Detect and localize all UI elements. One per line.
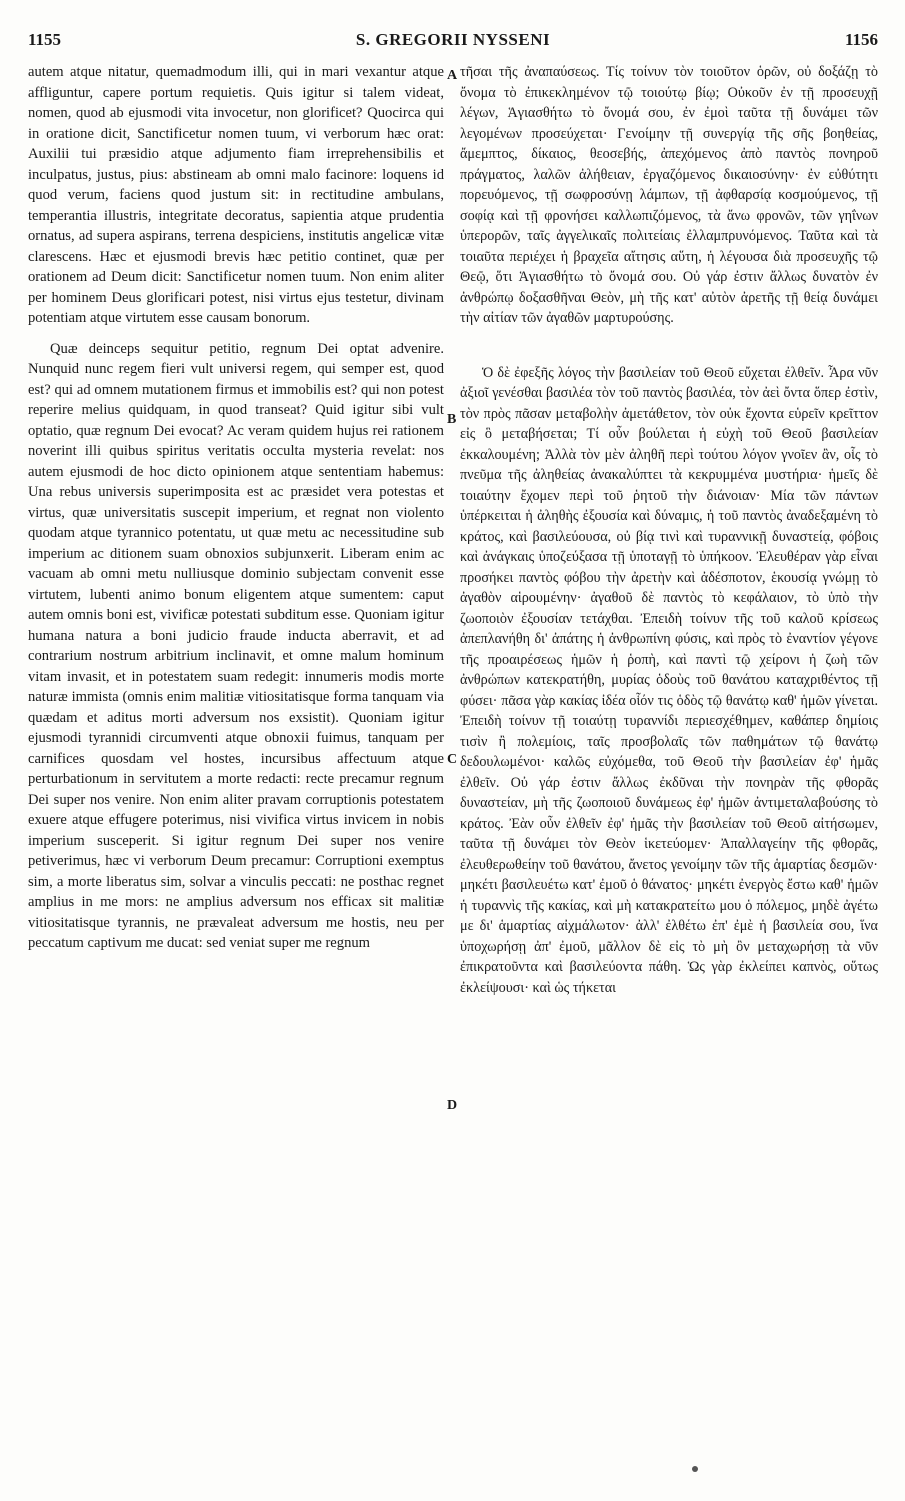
margin-marker-b: B: [447, 412, 457, 427]
margin-marker-c: C: [447, 752, 458, 767]
running-title: S. GREGORII NYSSENI: [355, 30, 551, 49]
greek-column: [460, 62, 878, 998]
margin-marker-a: A: [447, 68, 458, 83]
margin-marker-d: D: [447, 1098, 458, 1113]
page-number-left: 1155: [28, 30, 62, 49]
latin-paragraph: autem atque nitatur, quemadmodum illi, qui in mari vexantur atque affliguntur, capere portum requietis. Quis igitur si talem videat, nomen, quod ab ejusmodi vita invocetur, non glorificet? Quocirca qui in oratione dicit, Sanctificetur nomen tuum, vi verborum hæc orat: Auxilii tui præsidio atque adjumento fiam irreprehensibilis et inculpatus, justus, pius: abstineam ab omni malo facinore: loquens id quod verum, faciens quod justum sit: in rectitudine ambulans, temperantia illustris, integritate decoratus, sapientia atque prudentia ornatus, ad supera aspirans, terrena despiciens, institutis angelicæ vitæ clarescens. Hæc et ejusmodi brevis hæc petitio continet, quæ per orationem ad Deum dicit: Sanctificetur nomen tuum. Non enim aliter per hominem Deus glorificari potest, nisi virtus ejus testetur, divinam potentiam atque virtutem esse causam bonorum.: [28, 64, 444, 326]
latin-column: [28, 62, 444, 954]
ink-dot: [692, 1466, 698, 1472]
latin-paragraph: Quæ deinceps sequitur petitio, regnum Dei optat advenire. Nunquid nunc regem fieri vult universi regem, qui semper est, quod est? qui ad omnem mutationem firmus et immobilis est? qui non potest reperire melius quidquam, in quod transeat? Quid igitur sibi vult optatio, quæ regnum Dei evocat? Ac veram quidem hujus rei rationem noverint illi quibus spiritus veritatis occulta mysteria revelat: nos autem ejusmodi de hoc dicto opinionem atque sententiam habemus: Una rebus universis superimposita est ac præsidet vera potestas et virtus, quæ universitatis suscepit imperium, et regnat non violento quodam atque tyrannico potentatu, ut quæ metu ac necessitudine sub imperium ac ditionem suam obnoxios subjunxerit. Liberam enim ac vacuam ab omni metu nulliusque dominio subjectam convenit esse virtutem, lubenti animo bonum eligentem atque sumentem: caput autem omnis boni est, vivificæ potestati subditum esse. Quoniam igitur humana natura a boni judicio fraude inducta aberravit, et ad contrarium nostrum arbitrium inclinavit, et omne malum hominum vitam invasit, et in potestatem suam redegit: innumeris modis morte naturæ immista (omnis enim malitiæ vitiositatisque forma tanquam via quædam et aditus morti adversum nos exsistit). Quoniam igitur ejusmodi tyrannidi circumventi atque obnoxii fuimus, tanquam per carnifices quosdam vel hostes, incursibus affectuum atque perturbationum in servitutem a morte redacti: recte precamur regnum Dei super nos venire. Non enim aliter pravam corruptionis potestatem exuere atque effugere poterimus, nisi vivifica virtus invicem in nobis imperium susceperit. Si igitur regnum Dei super nos venire petiverimus, hæc vi verborum Deum precamur: Corruptioni exemptus sim, a morte liberatus sim, solvar a vinculis peccati: ne posthac regnet amplius in me mors: ne amplius adversum nos efficax sit malitiæ vitiositatisque tyrannis, ne prævaleat adversum me hostis, neu per peccatum captivum me ducat: sed veniat super me regnum: [28, 340, 444, 951]
page-number-right: 1156: [844, 30, 878, 49]
greek-paragraph: τῆσαι τῆς ἀναπαύσεως. Τίς τοίνυν τὸν τοιοῦτον ὁρῶν, οὐ δοξάζῃ τὸ ὄνομα τὸ ἐπικεκλημένον τῷ τοιούτῳ βίῳ; Οὐκοῦν ἐν τῇ προσευχῇ λέγων, Ἁγιασθήτω τὸ ὄνομά σου, ἐν ἐμοὶ ταῦτα τῇ δυνάμει τῶν λεγομένων προσεύχεται· Γενοίμην τῇ συνεργίᾳ τῆς σῆς βοηθείας, ἄμεμπτος, δίκαιος, θεοσεβής, ἀπεχόμενος ἀπὸ παντὸς πονηροῦ πράγματος, λαλῶν ἀλήθειαν, ἐργαζόμενος δικαιοσύνην· ἐν εὐθύτητι πορευόμενος, τῇ σωφροσύνῃ λάμπων, τῇ ἀφθαρσίᾳ κοσμούμενος, τῇ σοφίᾳ καὶ τῇ φρονήσει καλλωπιζόμενος, τὰ ἄνω φρονῶν, τῶν γηΐνων ὑπερορῶν, ταῖς ἀγγελικαῖς πολιτείαις ἐλλαμπρυνόμενος. Ταῦτα καὶ τὰ τοιαῦτα περιέχει ἡ βραχεῖα αἴτησις αὕτη, ἡ λέγουσα διὰ προσευχῆς τῷ Θεῷ, ὅτι Ἁγιασθήτω τὸ ὄνομά σου. Οὐ γάρ ἐστιν ἄλλως δυνατὸν ἐν ἀνθρώπῳ δοξασθῆναι Θεὸν, μὴ τῆς κατ' αὐτὸν ἀρετῆς τῇ θείᾳ δυνάμει τὴν αἰτίαν τῶν ἀγαθῶν μαρτυρούσης.: [460, 64, 878, 326]
page-header: [28, 30, 878, 58]
greek-paragraph: Ὁ δὲ ἐφεξῆς λόγος τὴν βασιλείαν τοῦ Θεοῦ εὔχεται ἐλθεῖν. Ἆρα νῦν ἀξιοῖ γενέσθαι βασιλέα τὸν τοῦ παντὸς βασιλέα, τὸν ἀεὶ ὄντα ὅπερ ἐστὶν, τὸν πρὸς πᾶσαν μεταβολὴν ἀμετάθετον, τὸν οὐκ ἔχοντα εὑρεῖν κρεῖττον εἰς ὃ μεταβήσεται; Τί οὖν βούλεται ἡ εὐχὴ τοῦ Θεοῦ βασιλείαν ἐκκαλουμένη; Ἀλλὰ τὸν μὲν ἀληθῆ περὶ τούτου λόγον γνοῖεν ἂν, οἷς τὸ πνεῦμα τῆς ἀληθείας ἀνακαλύπτει τὰ κεκρυμμένα μυστήρια· ἡμεῖς δὲ τοιαύτην ἔχομεν περὶ τοῦ ῥητοῦ τὴν διάνοιαν· Μία τῶν πάντων ὑπέρκειται ἡ ἀληθὴς ἐξουσία καὶ δύναμις, ἡ τοῦ παντὸς ἀναδεξαμένη τὸ κράτος, καὶ βασιλεύουσα, οὐ βίᾳ τινὶ καὶ τυραννικῇ δυναστείᾳ, φόβοις καὶ ἀνάγκαις ὑποζεύξασα τῇ ὑποταγῇ τὸ ὑπήκοον. Ἐλευθέραν γὰρ εἶναι προσήκει παντὸς φόβου τὴν ἀρετὴν καὶ ἀδέσποτον, ἑκουσίᾳ γνώμῃ τὸ ἀγαθὸν αἱρουμένην· ἀγαθοῦ δὲ παντὸς τὸ κεφάλαιον, τὸ ὑπὸ τὴν ζωοποιὸν ἐξουσίαν τετάχθαι. Ἐπειδὴ τοίνυν τῆς τοῦ καλοῦ κρίσεως ἀπεπλανήθη δι' ἀπάτης ἡ ἀνθρωπίνη φύσις, καὶ πρὸς τὸ ἐναντίον γέγονε τῆς προαιρέσεως ἡμῶν ἡ ῥοπὴ, καὶ παντὶ τῷ χείρονι ἡ ζωὴ τῶν ἀνθρώπων κατεκρατήθη, μυρίας ὁδοὺς τοῦ θανάτου καταχριθέντος τῇ φύσει· πᾶσα γὰρ κακίας ἰδέα οἷόν τις ὁδὸς τῷ θανάτῳ καθ' ἡμῶν γίνεται. Ἐπειδὴ τοίνυν τῇ τοιαύτῃ τυραννίδι περιεσχέθημεν, καθάπερ δημίοις τισὶν ἢ πολεμίοις, ταῖς προσβολαῖς τῶν παθημάτων τῷ θανάτῳ δεδουλωμένοι· καλῶς εὐχόμεθα, τοῦ Θεοῦ τὴν βασιλείαν ἐφ' ἡμᾶς ἐλθεῖν. Οὐ γάρ ἐστιν ἄλλως ἐκδῦναι τὴν πονηρὰν τῆς φθορᾶς δυναστείαν, μὴ τῆς ζωοποιοῦ δυνάμεως ἐφ' ἡμῶν ἀντιμεταλαβούσης τὸ κράτος. Ἐὰν οὖν ἐλθεῖν ἐφ' ἡμᾶς τὴν βασιλείαν τοῦ Θεοῦ αἰτήσωμεν, ταῦτα τῇ δυνάμει τὸν Θεὸν ἱκετεύομεν· Ἀπαλλαγείην τῆς φθορᾶς, ἐλευθερωθείην τοῦ θανάτου, ἄνετος γενοίμην τῶν τῆς ἁμαρτίας δεσμῶν· μηκέτι βασιλευέτω κατ' ἐμοῦ ὁ θάνατος· μηκέτι ἐνεργὸς ἔστω καθ' ἡμῶν ἡ τυραννὶς τῆς κακίας, καὶ μὴ κατακρατείτω μου ὁ πόλεμος, μηδὲ ἀγέτω με δι' ἁμαρτίας αἰχμάλωτον· ἀλλ' ἐλθέτω ἐπ' ἐμὲ ἡ βασιλεία σου, ἵνα ὑποχωρήσῃ ἀπ' ἐμοῦ, μᾶλλον δὲ εἰς τὸ μὴ ὂν μεταχωρήσῃ τὰ νῦν ἐπικρατοῦντα καὶ βασιλεύοντα πάθη. Ὡς γὰρ ἐκλείπει καπνὸς, οὕτως ἐκλείψουσι· καὶ ὡς τήκεται: [460, 364, 878, 996]
